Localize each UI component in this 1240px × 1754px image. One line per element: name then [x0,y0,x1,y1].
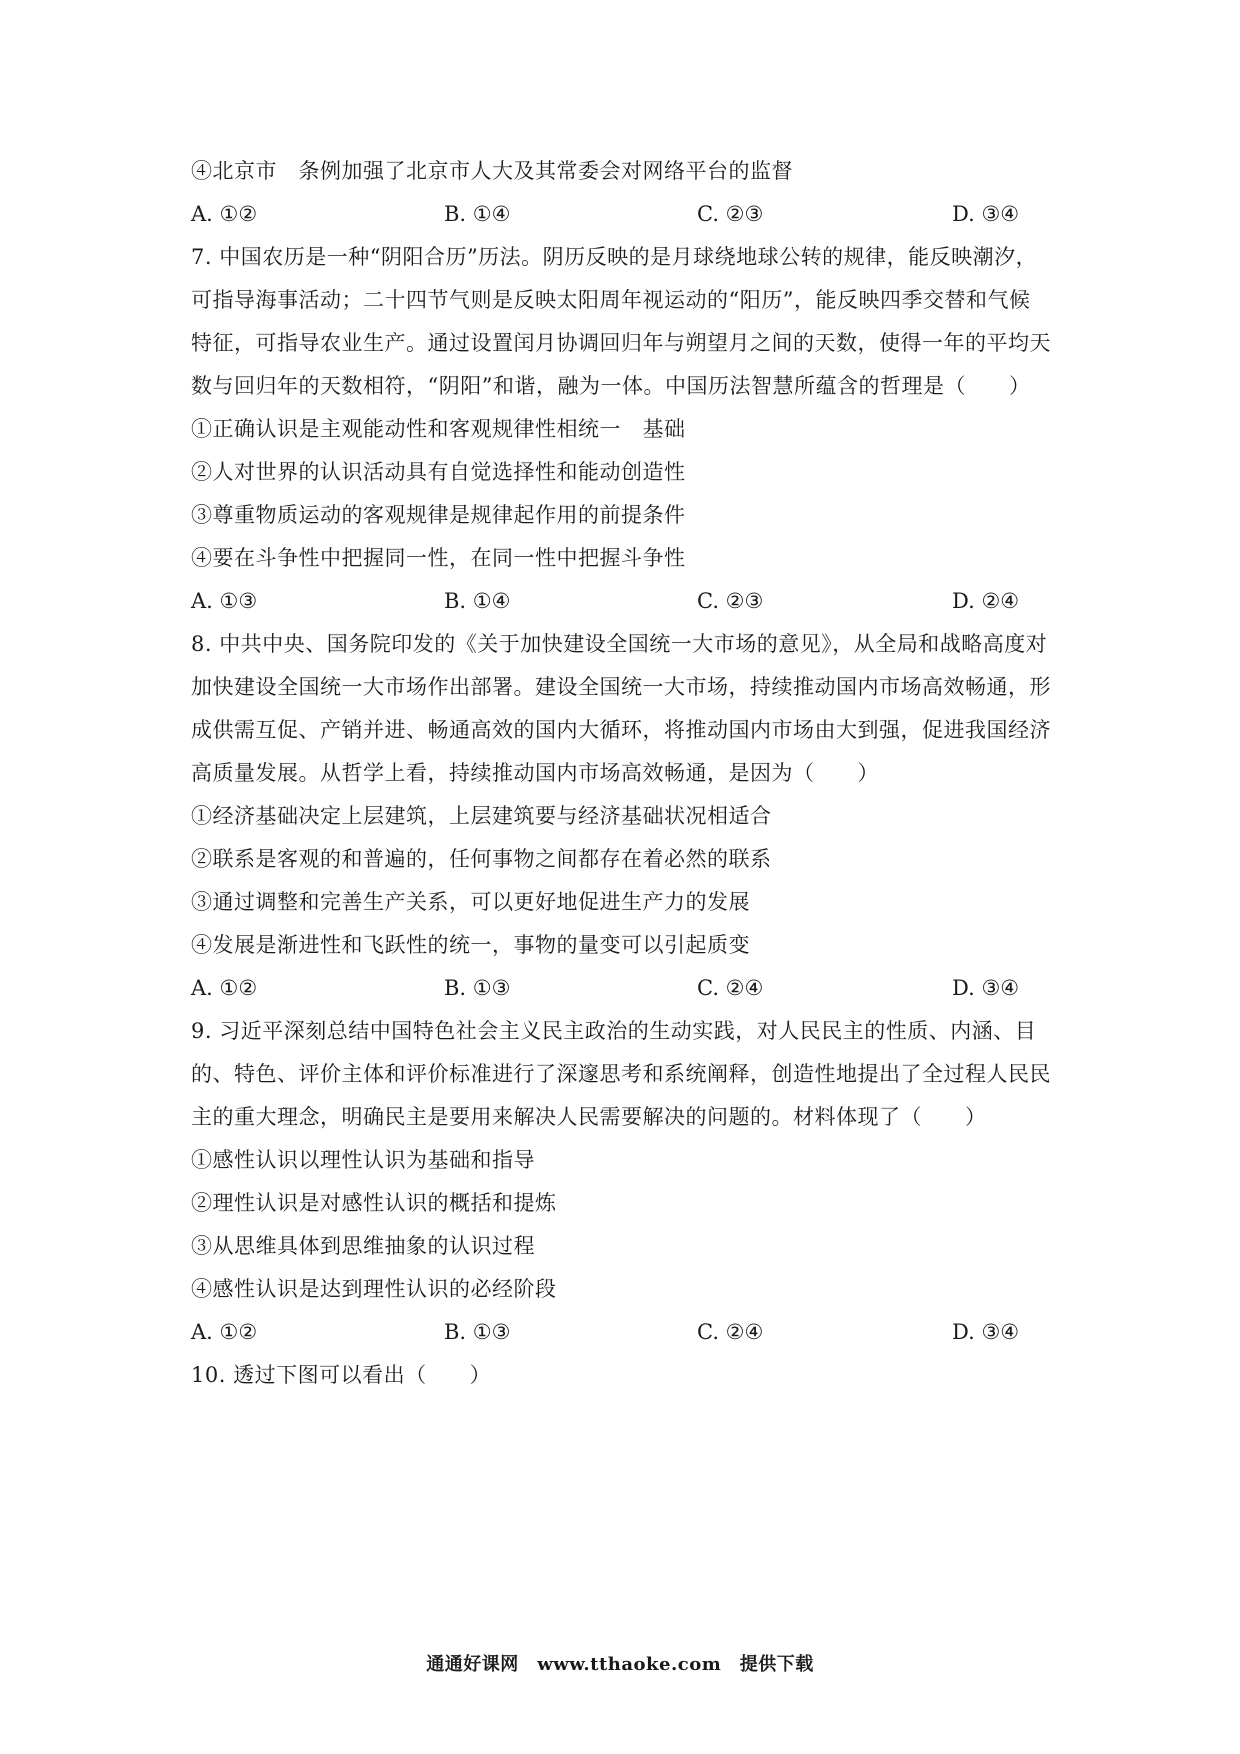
option-c: C. ②④ [697,976,764,1000]
text-line: 数与回归年的天数相符，“阴阳”和谐，融为一体。中国历法智慧所蕴含的哲理是（ ） [191,374,1031,398]
option-d: D. ③④ [952,202,1020,226]
answer-options-row [191,193,1071,236]
text-line: 8. 中共中央、国务院印发的《关于加快建设全国统一大市场的意见》，从全局和战略高度对 [191,632,1048,656]
option-d: D. ②④ [952,589,1020,613]
text-line: 高质量发展。从哲学上看，持续推动国内市场高效畅通，是因为（ ） [191,761,879,785]
option-b: B. ①④ [444,589,511,613]
answer-options-row [191,1311,1071,1354]
option-c: C. ②③ [697,202,764,226]
text-line: 特征，可指导农业生产。通过设置闰月协调回归年与朔望月之间的天数，使得一年的平均天 [191,331,1051,355]
option-d: D. ③④ [952,1320,1020,1344]
text-line: ③尊重物质运动的客观规律是规律起作用的前提条件 [191,503,686,527]
text-line: 主的重大理念，明确民主是要用来解决人民需要解决的问题的。材料体现了（ ） [191,1105,987,1129]
text-line: 9. 习近平深刻总结中国特色社会主义民主政治的生动实践，对人民民主的性质、内涵、目 [191,1019,1037,1043]
text-line: 10. 透过下图可以看出（ ） [191,1363,492,1387]
option-d: D. ③④ [952,976,1020,1000]
text-line: ①感性认识以理性认识为基础和指导 [191,1148,535,1172]
text-line: ④感性认识是达到理性认识的必经阶段 [191,1277,557,1301]
text-line: ④发展是渐进性和飞跃性的统一，事物的量变可以引起质变 [191,933,750,957]
text-line: 的、特色、评价主体和评价标准进行了深邃思考和系统阐释，创造性地提出了全过程人民民 [191,1062,1051,1086]
answer-options-row [191,580,1071,623]
answer-options-row [191,967,1071,1010]
text-line: ②理性认识是对感性认识的概括和提炼 [191,1191,557,1215]
text-line: ②联系是客观的和普遍的，任何事物之间都存在着必然的联系 [191,847,772,871]
text-line: 7. 中国农历是一种“阴阳合历”历法。阴历反映的是月球绕地球公转的规律，能反映潮汐， [191,245,1038,269]
text-line: 加快建设全国统一大市场作出部署。建设全国统一大市场，持续推动国内市场高效畅通，形 [191,675,1051,699]
text-line: ③通过调整和完善生产关系，可以更好地促进生产力的发展 [191,890,750,914]
text-line: ④要在斗争性中把握同一性，在同一性中把握斗争性 [191,546,686,570]
option-a: A. ①② [191,202,258,226]
text-line: ③从思维具体到思维抽象的认识过程 [191,1234,535,1258]
option-a: A. ①② [191,976,258,1000]
option-a: A. ①② [191,1320,258,1344]
option-c: C. ②③ [697,589,764,613]
option-b: B. ①③ [444,1320,511,1344]
text-line: 可指导海事活动；二十四节气则是反映太阳周年视运动的“阳历”，能反映四季交替和气候 [191,288,1031,312]
text-line: ①经济基础决定上层建筑，上层建筑要与经济基础状况相适合 [191,804,772,828]
text-line: ①正确认识是主观能动性和客观规律性相统一 基础 [191,417,686,441]
text-line: 成供需互促、产销并进、畅通高效的国内大循环，将推动国内市场由大到强，促进我国经济 [191,718,1051,742]
option-b: B. ①④ [444,202,511,226]
page-footer: 通通好课网 www.tthaoke.com 提供下载 [426,1654,814,1675]
option-c: C. ②④ [697,1320,764,1344]
text-line: ④北京市 条例加强了北京市人大及其常委会对网络平台的监督 [191,159,793,183]
text-line: ②人对世界的认识活动具有自觉选择性和能动创造性 [191,460,686,484]
option-a: A. ①③ [191,589,258,613]
page-content [191,150,1071,1397]
option-b: B. ①③ [444,976,511,1000]
